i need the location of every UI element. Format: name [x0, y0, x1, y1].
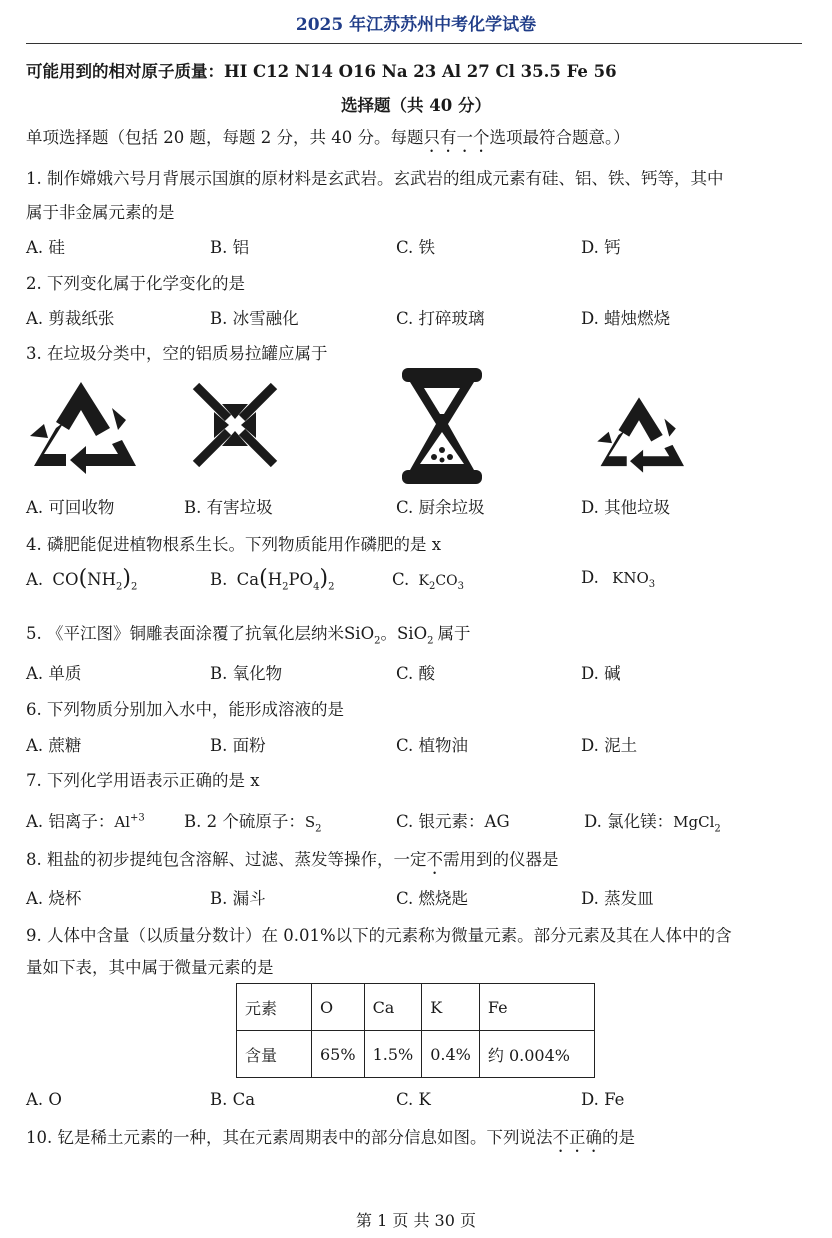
q4-option-d	[581, 568, 655, 590]
q4-b-paren-close: )	[319, 566, 329, 591]
q1-option-b: B. 铝	[210, 238, 250, 257]
q4-d-label: D.	[581, 568, 599, 587]
q10-stem-c: 的是	[602, 1128, 635, 1147]
q4-c-sub1: 2	[429, 580, 436, 592]
table-cell: 65%	[312, 1031, 365, 1078]
table-cell: Fe	[479, 984, 594, 1031]
q3-option-c: C. 厨余垃圾	[396, 498, 485, 517]
q5-stem-pre: 5. 《平江图》铜雕表面涂覆了抗氧化层纳米SiO	[26, 624, 375, 643]
q4-option-b	[210, 566, 334, 592]
q4-b-sub2: 4	[313, 581, 320, 593]
q1-stem-line1: 1. 制作嫦娥六号月背展示国旗的原材料是玄武岩。玄武岩的组成元素有硅、铝、铁、钙等，其中	[26, 169, 724, 188]
q3-option-b: B. 有害垃圾	[184, 498, 273, 517]
q8-option-a: A. 烧杯	[26, 889, 82, 908]
table-row	[237, 1031, 595, 1078]
q6-option-a: A. 蔗糖	[26, 736, 82, 755]
page-number-footer: 第 1 页 共 30 页	[356, 1211, 476, 1230]
instr-part-a: 单项选择题（包括 20 题，每题 2 分，共 40 分。每题	[26, 128, 424, 147]
q7-a-label: A. 铝离子：	[26, 812, 115, 831]
q5-stem-post: 属于	[437, 624, 471, 643]
table-row	[237, 984, 595, 1031]
q4-stem: 4. 磷肥能促进植物根系生长。下列物质能用作磷肥的是 x	[26, 535, 442, 554]
q4-d-sub1: 3	[648, 579, 656, 590]
atomic-mass-line: 可能用到的相对原子质量：HI C12 N14 O16 Na 23 Al 27 Cl 35.5 Fe 56	[26, 62, 617, 81]
q6-option-c: C. 植物油	[396, 736, 469, 755]
q2-stem: 2. 下列变化属于化学变化的是	[26, 274, 245, 293]
q5-stem-mid: 。SiO	[380, 624, 428, 643]
q1-option-d: D. 钙	[581, 238, 621, 257]
section-title: 选择题（共 40 分）	[341, 96, 491, 115]
q3-option-d: D. 其他垃圾	[581, 498, 671, 517]
q8-option-c: C. 燃烧匙	[396, 889, 469, 908]
recycle-icon	[26, 378, 136, 478]
page-title: 2025 年江苏苏州中考化学试卷	[295, 15, 537, 35]
q9-option-d: D. Fe	[581, 1090, 625, 1109]
q5-option-d: D. 碱	[581, 664, 621, 683]
q10-stem-a: 10. 钇是稀土元素的一种，其在元素周期表中的部分信息如图。下列说法	[26, 1128, 553, 1147]
q8-option-d: D. 蒸发皿	[581, 889, 654, 908]
q9-option-a: A. O	[26, 1090, 62, 1109]
q4-b-paren-open: (	[259, 566, 268, 591]
q7-b-label: B. 2 个硫原子：	[184, 812, 305, 831]
q4-c-sub2: 3	[457, 580, 464, 592]
q8-stem-emphasis: 不	[426, 850, 443, 869]
q4-c-label: C.	[392, 570, 410, 589]
q5-option-b: B. 氧化物	[210, 664, 283, 683]
q2-option-a: A. 剪裁纸张	[26, 309, 115, 328]
q4-option-c	[392, 570, 464, 592]
q4-d-formula	[612, 569, 656, 590]
q4-b-f1: Ca	[236, 570, 260, 589]
q4-b-f3: PO	[288, 570, 314, 589]
q4-d-f1: KNO	[612, 569, 649, 587]
table-cell: Ca	[364, 984, 422, 1031]
q6-option-b: B. 面粉	[210, 736, 266, 755]
table-cell: O	[312, 984, 365, 1031]
q2-option-d: D. 蜡烛燃烧	[581, 309, 671, 328]
q4-b-sub3: 2	[328, 581, 335, 593]
q7-option-b	[184, 808, 322, 834]
q7-b-formula: S	[304, 813, 316, 831]
q1-stem-line2: 属于非金属元素的是	[26, 203, 175, 222]
q7-option-c: C. 银元素：AG	[396, 812, 510, 831]
section-instructions	[26, 124, 630, 156]
q9-stem-line1: 9. 人体中含量（以质量分数计）在 0.01%以下的元素称为微量元素。部分元素及其在人体中的含	[26, 926, 732, 945]
q4-c-f1: K	[418, 573, 430, 589]
q8-option-b: B. 漏斗	[210, 889, 266, 908]
table-cell: 元素	[237, 984, 312, 1031]
q7-d-sub: 2	[714, 823, 721, 835]
q7-a-sup: +3	[130, 812, 145, 824]
q1-option-c: C. 铁	[396, 238, 436, 257]
q4-c-formula	[418, 573, 464, 592]
q5-sub2: 2	[427, 635, 434, 647]
q5-sub1: 2	[374, 635, 381, 647]
q4-b-formula	[236, 566, 335, 593]
hazardous-waste-icon	[190, 380, 280, 470]
q4-c-f2: CO	[435, 573, 458, 589]
q4-a-sub2: 2	[130, 581, 138, 593]
q9-stem-line2: 量如下表，其中属于微量元素的是	[26, 958, 274, 977]
q10-stem-emphasis: 不正确	[552, 1128, 602, 1147]
kitchen-waste-icon	[398, 366, 486, 486]
q7-d-label: D. 氯化镁：	[584, 812, 674, 831]
q7-stem: 7. 下列化学用语表示正确的是 x	[26, 771, 260, 790]
q5-option-c: C. 酸	[396, 664, 436, 683]
table-cell: 约 0.004%	[479, 1031, 594, 1078]
instr-part-c: 选项最符合题意。）	[489, 128, 630, 147]
q7-b-sub: 2	[315, 823, 322, 835]
other-waste-icon	[594, 392, 684, 478]
q6-stem: 6. 下列物质分别加入水中，能形成溶液的是	[26, 700, 344, 719]
q7-d-formula: MgCl	[673, 813, 715, 831]
q8-stem-c: 需用到的仪器是	[443, 850, 559, 869]
q4-option-a	[26, 566, 137, 592]
instr-emphasis: 只有一个	[423, 128, 490, 147]
q1-option-a: A. 硅	[26, 238, 65, 257]
q6-option-d: D. 泥土	[581, 736, 638, 755]
q2-option-b: B. 冰雪融化	[210, 309, 299, 328]
table-cell: 含量	[237, 1031, 312, 1078]
q7-a-formula: Al	[114, 813, 131, 831]
q9-option-c: C. K	[396, 1090, 431, 1109]
q4-b-label: B.	[210, 570, 228, 589]
q3-option-a: A. 可回收物	[26, 498, 115, 517]
q10-stem	[26, 1124, 635, 1156]
q5-stem	[26, 620, 470, 646]
table-cell: K	[422, 984, 480, 1031]
q4-a-f2: NH	[87, 570, 116, 589]
q4-b-f2: H	[267, 570, 283, 589]
table-cell: 0.4%	[422, 1031, 480, 1078]
element-content-table	[236, 983, 595, 1078]
q2-option-c: C. 打碎玻璃	[396, 309, 485, 328]
table-cell: 1.5%	[364, 1031, 422, 1078]
q4-a-label: A.	[26, 570, 44, 589]
q7-option-a	[26, 808, 145, 832]
header-divider	[26, 43, 802, 44]
q4-a-sub1: 2	[116, 581, 123, 593]
q8-stem-a: 8. 粗盐的初步提纯包含溶解、过滤、蒸发等操作，一定	[26, 850, 427, 869]
q4-a-paren-close: )	[122, 566, 131, 591]
q7-option-d	[584, 808, 721, 834]
q3-stem: 3. 在垃圾分类中，空的铝质易拉罐应属于	[26, 344, 328, 363]
q4-a-f1: CO	[52, 570, 79, 589]
q4-a-paren-open: (	[78, 566, 88, 591]
q4-a-formula	[52, 566, 138, 593]
q4-b-sub1: 2	[282, 581, 289, 593]
q5-option-a: A. 单质	[26, 664, 82, 683]
q9-option-b: B. Ca	[210, 1090, 256, 1109]
q8-stem	[26, 846, 559, 878]
